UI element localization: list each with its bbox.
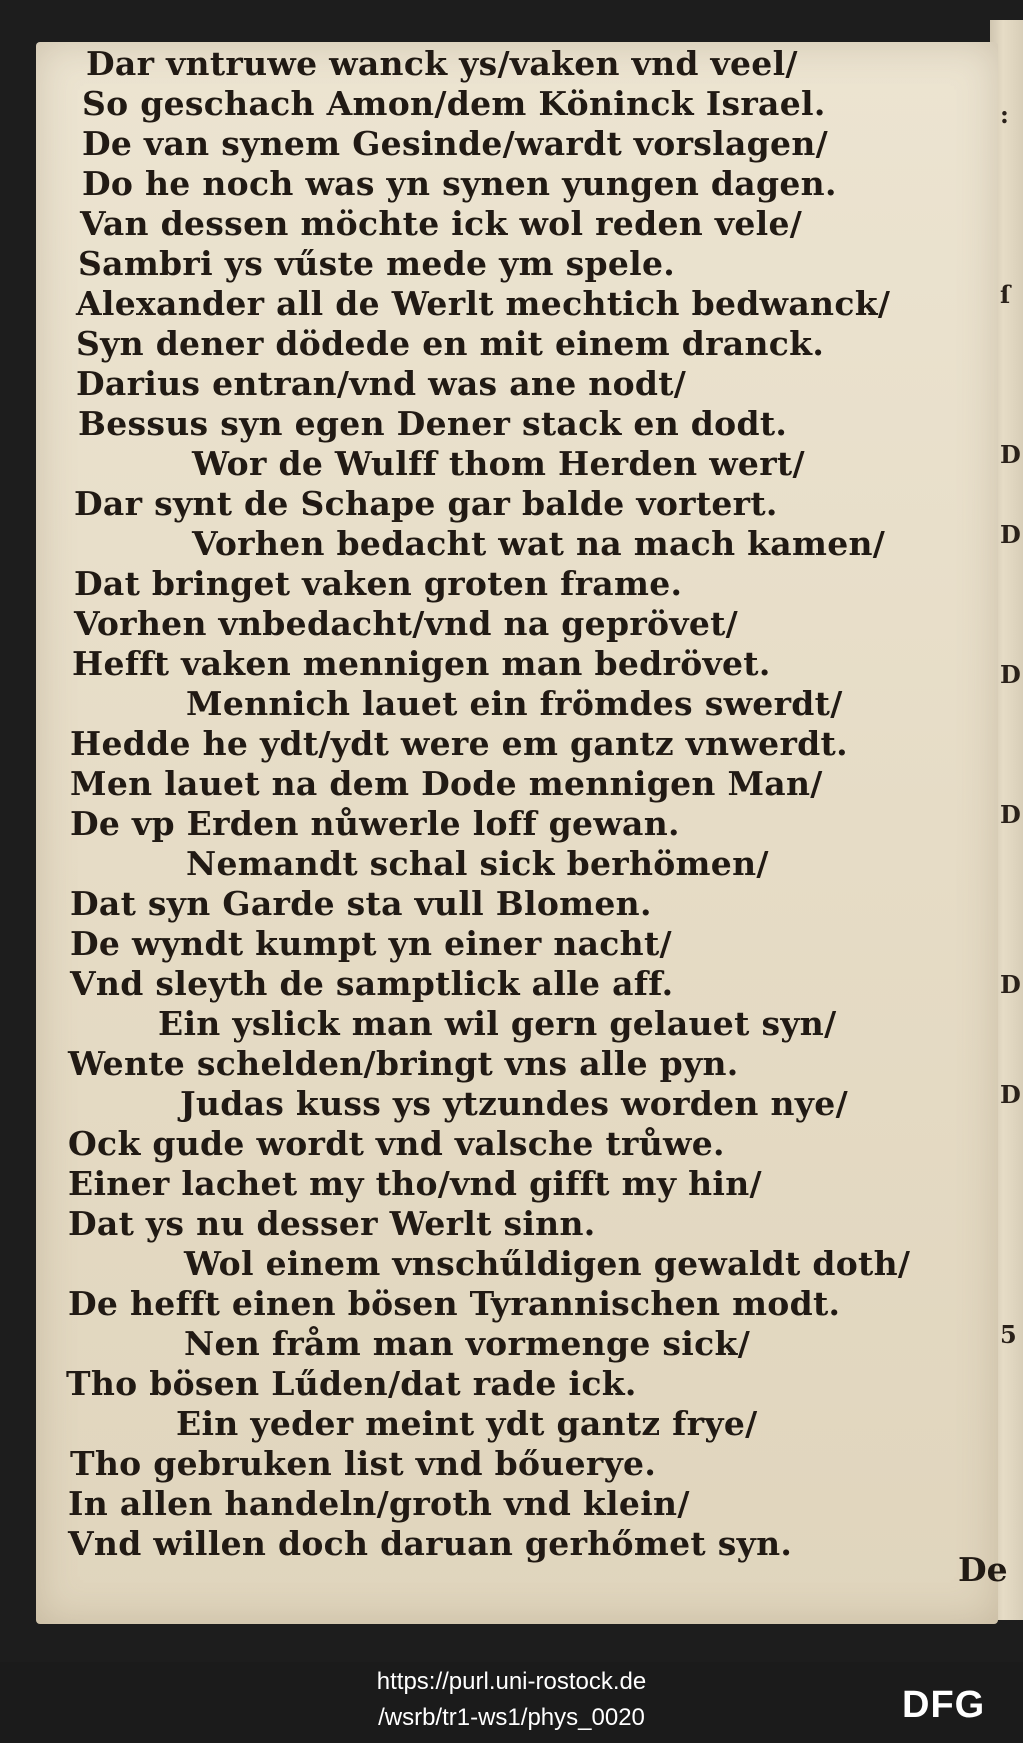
text-line: Wol einem vnschűldigen gewaldt doth/ (184, 1244, 911, 1283)
text-line: De wyndt kumpt yn einer nacht/ (70, 924, 672, 963)
text-line: So geschach Amon/dem Köninck Israel. (82, 84, 826, 123)
text-line: Tho bösen Lűden/dat rade ick. (66, 1364, 637, 1403)
text-line: Nemandt schal sick berhömen/ (186, 844, 769, 883)
dfg-logo: DFG (902, 1684, 986, 1726)
url-line-1[interactable]: https://purl.uni-rostock.de (376, 1668, 647, 1695)
text-line: Tho gebruken list vnd bőuerye. (70, 1444, 657, 1483)
text-line: Bessus syn egen Dener stack en dodt. (78, 404, 788, 443)
text-line: Vorhen bedacht wat na mach kamen/ (192, 524, 886, 563)
text-line: De van synem Gesinde/wardt vorslagen/ (82, 124, 828, 163)
text-line: Men lauet na dem Dode mennigen Man/ (70, 764, 823, 803)
text-line: Ein yslick man wil gern gelauet syn/ (158, 1004, 837, 1043)
text-line: Do he noch was yn synen yungen dagen. (82, 164, 837, 203)
text-line: Ein yeder meint ydt gantz frye/ (176, 1404, 758, 1443)
text-line: Dat bringet vaken groten frame. (74, 564, 683, 603)
text-line: De hefft einen bösen Tyrannischen modt. (68, 1284, 841, 1323)
text-line: Darius entran/vnd was ane nodt/ (76, 364, 687, 403)
text-line: Van dessen möchte ick wol reden vele/ (80, 204, 803, 243)
text-line: Ock gude wordt vnd valsche trůwe. (68, 1124, 725, 1163)
text-line: Hedde he ydt/ydt were em gantz vnwerdt. (70, 724, 848, 763)
text-line: Hefft vaken mennigen man bedrövet. (72, 644, 771, 683)
text-line: Einer lachet my tho/vnd gifft my hin/ (68, 1164, 762, 1203)
text-line: Sambri ys vűste mede ym spele. (78, 244, 676, 283)
text-line: Mennich lauet ein frömdes swerdt/ (186, 684, 843, 723)
text-line: Wente schelden/bringt vns alle pyn. (68, 1044, 739, 1083)
footer-bar (0, 1662, 1023, 1743)
text-line: Dat ys nu desser Werlt sinn. (68, 1204, 596, 1243)
text-line: Dat syn Garde sta vull Blomen. (70, 884, 652, 923)
catchword: De (958, 1550, 1008, 1589)
text-line: Nen fråm man vormenge sick/ (184, 1324, 751, 1363)
text-line: Vnd willen doch daruan gerhőmet syn. (68, 1524, 793, 1563)
text-line: Dar synt de Schape gar balde vortert. (74, 484, 778, 523)
text-line: Judas kuss ys ytzundes worden nye/ (180, 1084, 848, 1123)
text-line: In allen handeln/groth vnd klein/ (68, 1484, 690, 1523)
text-line: Vnd sleyth de samptlick alle aff. (70, 964, 674, 1003)
text-line: Wor de Wulff thom Herden wert/ (192, 444, 805, 483)
url-line-2[interactable]: /wsrb/tr1-ws1/phys_0020 (378, 1704, 645, 1731)
text-line: Alexander all de Werlt mechtich bedwanck/ (76, 284, 891, 323)
text-line: Dar vntruwe wanck ys/vaken vnd veel/ (86, 44, 798, 83)
text-line: De vp Erden nůwerle loff gewan. (70, 804, 680, 843)
text-line: Syn dener dödede en mit einem dranck. (76, 324, 825, 363)
adjacent-page-edge: : ſ D D D D D D 5 (990, 20, 1023, 1620)
book-page (36, 42, 1008, 1624)
text-line: Vorhen vnbedacht/vnd na geprövet/ (74, 604, 739, 643)
